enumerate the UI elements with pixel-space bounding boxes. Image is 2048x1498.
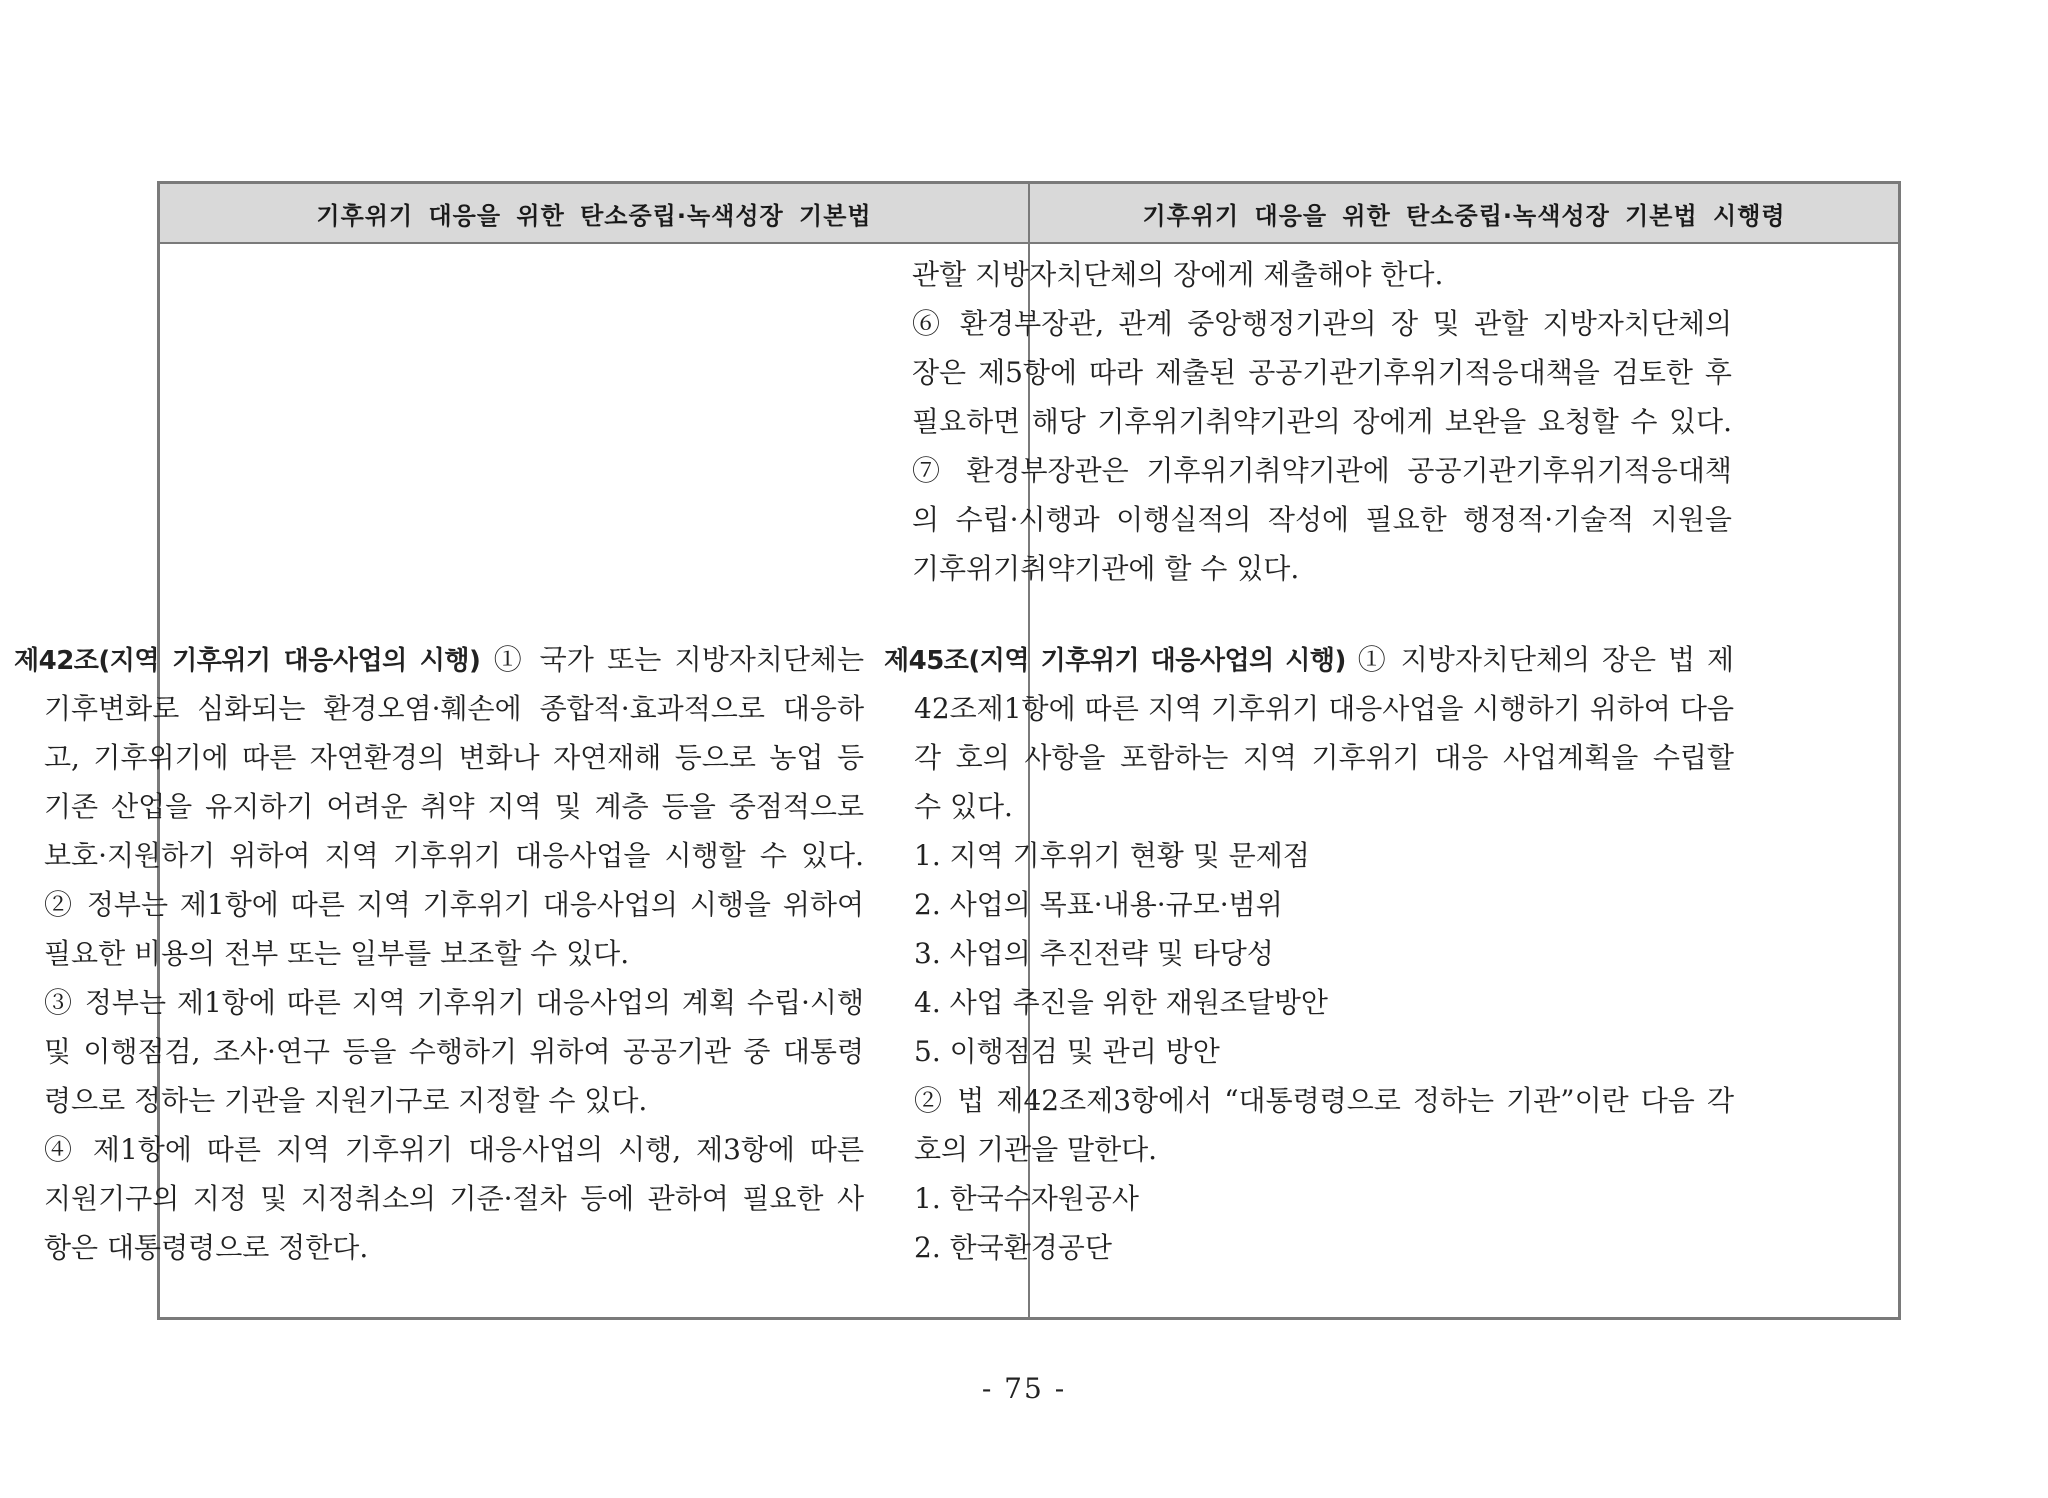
text-line: 령으로 정하는 기관을 지원기구로 지정할 수 있다. [44,1084,648,1117]
list-item: 5. 이행점검 및 관리 방안 [914,1035,1220,1068]
list-item: 1. 지역 기후위기 현황 및 문제점 [914,839,1310,872]
list-item: 1. 한국수자원공사 [914,1182,1139,1215]
law-article-42 [14,635,864,1272]
text-line: ⑦ 환경부장관은 기후위기취약기관에 공공기관기후위기적응대책 [912,454,1732,487]
list-item: 3. 사업의 추진전략 및 타당성 [914,937,1274,970]
text-line: 42조제1항에 따른 지역 기후위기 대응사업을 시행하기 위하여 다음 [914,692,1734,725]
text-line: 수 있다. [914,790,1013,823]
article-first-line [884,635,1734,684]
decree-article-45 [884,635,1734,1272]
text-line: 필요하면 해당 기후위기취약기관의 장에게 보완을 요청할 수 있다. [912,405,1732,438]
text-line: 의 수립·시행과 이행실적의 작성에 필요한 행정적·기술적 지원을 [912,503,1732,536]
article-title: 제45조(지역 기후위기 대응사업의 시행) [884,646,1346,676]
text-line: 보호·지원하기 위하여 지역 기후위기 대응사업을 시행할 수 있다. [44,839,864,872]
text-line: ② 법 제42조제3항에서 “대통령령으로 정하는 기관”이란 다음 각 [914,1084,1734,1117]
header-decree: 기후위기 대응을 위한 탄소중립·녹색성장 기본법 시행령 [1142,201,1786,230]
text-line: ④ 제1항에 따른 지역 기후위기 대응사업의 시행, 제3항에 따른 [44,1133,864,1166]
text-line: 지원기구의 지정 및 지정취소의 기준·절차 등에 관하여 필요한 사 [44,1182,864,1215]
text-line: ③ 정부는 제1항에 따른 지역 기후위기 대응사업의 계획 수립·시행 [44,986,864,1019]
list-item: 2. 한국환경공단 [914,1231,1112,1264]
text-line: 항은 대통령령으로 정한다. [44,1231,369,1264]
list-item: 4. 사업 추진을 위한 재원조달방안 [914,986,1328,1019]
page-number: - 75 - [981,1372,1067,1405]
article-first-text: ① 국가 또는 지방자치단체는 [480,643,865,676]
text-line: 각 호의 사항을 포함하는 지역 기후위기 대응 사업계획을 수립할 [914,741,1734,774]
article-first-text: ① 지방자치단체의 장은 법 제 [1345,643,1734,676]
article-title: 제42조(지역 기후위기 대응사업의 시행) [14,646,481,676]
decree-continued-text [912,250,1732,593]
text-line: ② 정부는 제1항에 따른 지역 기후위기 대응사업의 시행을 위하여 [44,888,864,921]
header-law: 기후위기 대응을 위한 탄소중립·녹색성장 기본법 [316,201,872,230]
text-line: ⑥ 환경부장관, 관계 중앙행정기관의 장 및 관할 지방자치단체의 [912,307,1732,340]
text-line: 고, 기후위기에 따른 자연환경의 변화나 자연재해 등으로 농업 등 [44,741,864,774]
text-line: 기후위기취약기관에 할 수 있다. [912,552,1300,585]
list-item: 2. 사업의 목표·내용·규모·범위 [914,888,1283,921]
text-line: 호의 기관을 말한다. [914,1133,1158,1166]
text-line: 장은 제5항에 따라 제출된 공공기관기후위기적응대책을 검토한 후 [912,356,1732,389]
text-line: 기후변화로 심화되는 환경오염·훼손에 종합적·효과적으로 대응하 [44,692,864,725]
text-line: 관할 지방자치단체의 장에게 제출해야 한다. [912,258,1444,291]
text-line: 및 이행점검, 조사·연구 등을 수행하기 위하여 공공기관 중 대통령 [44,1035,864,1068]
text-line: 기존 산업을 유지하기 어려운 취약 지역 및 계층 등을 중점적으로 [44,790,864,823]
text-line: 필요한 비용의 전부 또는 일부를 보조할 수 있다. [44,937,630,970]
article-first-line [14,635,864,684]
